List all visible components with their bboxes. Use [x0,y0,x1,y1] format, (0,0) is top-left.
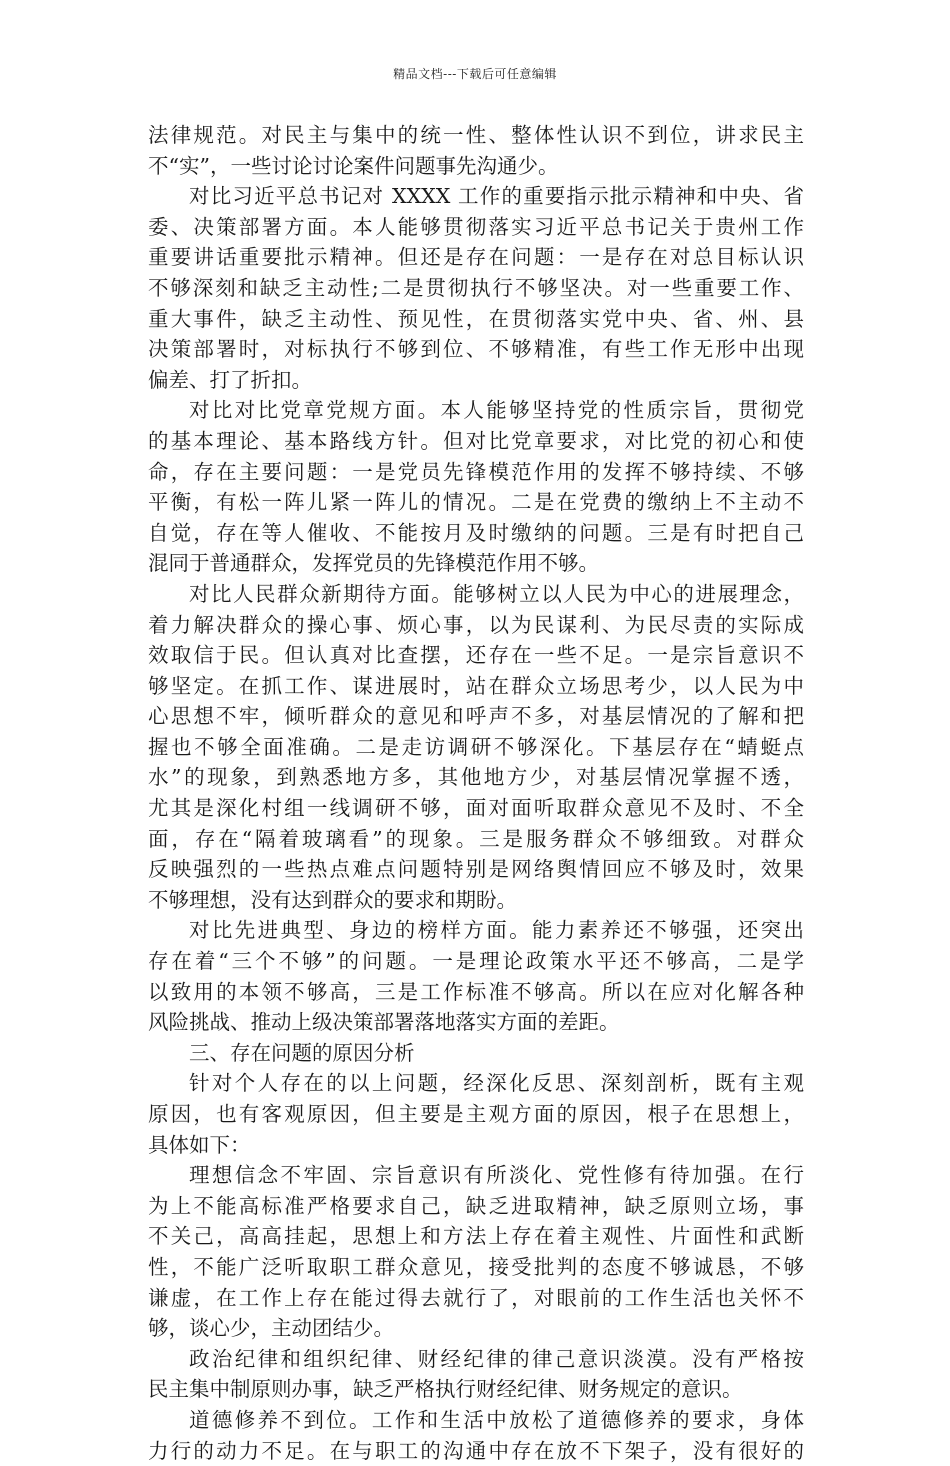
text-line: 着力解决群众的操心事、烦心事，以为民谋利、为民尽责的实际成 [148,612,804,637]
text-line: 谦虚，在工作上存在能过得去就行了，对眼前的工作生活也关怀不 [148,1285,804,1310]
text-line: 的基本理论、基本路线方针。但对比党章要求，对比党的初心和使 [148,428,804,453]
text-line: 以致用的本领不够高，三是工作标准不够高。所以在应对化解各种 [148,979,804,1004]
text-line: 理想信念不牢固、宗旨意识有所淡化、党性修有待加强。在行 [189,1163,804,1188]
text-line: 委、决策部署方面。本人能够贯彻落实习近平总书记关于贵州工作 [148,214,804,239]
text-line: 不够理想，没有达到群众的要求和期盼。 [148,887,517,912]
text-line: 民主集中制原则办事，缺乏严格执行财经纪律、财务规定的意识。 [148,1377,743,1402]
text-line: 针对个人存在的以上问题，经深化反思、深刻剖析，既有主观 [189,1071,804,1096]
text-line: 对比习近平总书记对 XXXX 工作的重要指示批示精神和中央、省 [189,184,804,209]
text-line: 决策部署时，对标执行不够到位、不够精准，有些工作无形中出现 [148,337,804,362]
text-line: 偏差、打了折扣。 [148,367,312,392]
text-line: 握也不够全面准确。二是走访调研不够深化。下基层存在“蜻蜓点 [148,734,804,759]
text-line: 混同于普通群众，发挥党员的先锋模范作用不够。 [148,551,599,576]
text-line: 为上不能高标准严格要求自己，缺乏进取精神，缺乏原则立场，事 [148,1193,804,1218]
text-line: 对比对比党章党规方面。本人能够坚持党的性质宗旨，贯彻党 [189,398,804,423]
text-line: 道德修养不到位。工作和生活中放松了道德修养的要求，身体 [189,1407,804,1432]
text-line: 够，谈心少，主动团结少。 [148,1316,394,1341]
text-line: 性，不能广泛听取职工群众意见，接受批判的态度不够诚恳，不够 [148,1254,804,1279]
text-line: 不够深刻和缺乏主动性;二是贯彻执行不够坚决。对一些重要工作、 [148,275,804,300]
text-line: 水”的现象，到熟悉地方多，其他地方少，对基层情况掌握不透， [148,765,804,790]
text-line: 不“实”，一些讨论讨论案件问题事先沟通少。 [148,153,559,178]
text-line: 对比先进典型、身边的榜样方面。能力素养还不够强，还突出 [189,918,804,943]
text-line: 原因，也有客观原因，但主要是主观方面的原因，根子在思想上， [148,1102,804,1126]
text-line: 尤其是深化村组一线调研不够，面对面听取群众意见不及时、不全 [148,796,804,821]
document-body [148,120,804,1466]
text-line: 自觉，存在等人催收、不能按月及时缴纳的问题。三是有时把自己 [148,520,804,545]
text-line: 不关己，高高挂起，思想上和方法上存在着主观性、片面性和武断 [148,1224,804,1249]
text-line: 具体如下： [148,1132,251,1157]
text-line: 重要讲话重要批示精神。但还是存在问题：一是存在对总目标认识 [148,245,804,270]
text-line: 三、存在问题的原因分析 [189,1040,415,1065]
text-line: 力行的动力不足。在与职工的沟通中存在放不下架子，没有很好的 [148,1438,804,1463]
text-line: 面，存在“隔着玻璃看”的现象。三是服务群众不够细致。对群众 [148,826,804,851]
text-line: 重大事件，缺乏主动性、预见性，在贯彻落实党中央、省、州、县 [148,306,804,331]
text-line: 对比人民群众新期待方面。能够树立以人民为中心的进展理念， [189,581,804,606]
text-line: 平衡，有松一阵儿紧一阵儿的情况。二是在党费的缴纳上不主动不 [148,490,804,515]
text-line: 政治纪律和组织纪律、财经纪律的律己意识淡漠。没有严格按 [189,1346,804,1371]
text-line: 命，存在主要问题：一是党员先锋模范作用的发挥不够持续、不够 [148,459,804,484]
text-line: 反映强烈的一些热点难点问题特别是网络舆情回应不够及时，效果 [148,857,804,882]
text-line: 法律规范。对民主与集中的统一性、整体性认识不到位，讲求民主 [148,123,804,147]
text-line: 心思想不牢，倾听群众的意见和呼声不多，对基层情况的了解和把 [148,704,804,729]
page-header: 精品文档---下载后可任意编辑 [393,67,557,81]
text-line: 风险挑战、推动上级决策部署落地落实方面的差距。 [148,1010,620,1035]
text-line: 效取信于民。但认真对比查摆，还存在一些不足。一是宗旨意识不 [148,643,804,668]
text-line: 够坚定。在抓工作、谋进展时，站在群众立场思考少，以人民为中 [148,673,804,698]
text-line: 存在着“三个不够”的问题。一是理论政策水平还不够高，二是学 [148,949,804,974]
